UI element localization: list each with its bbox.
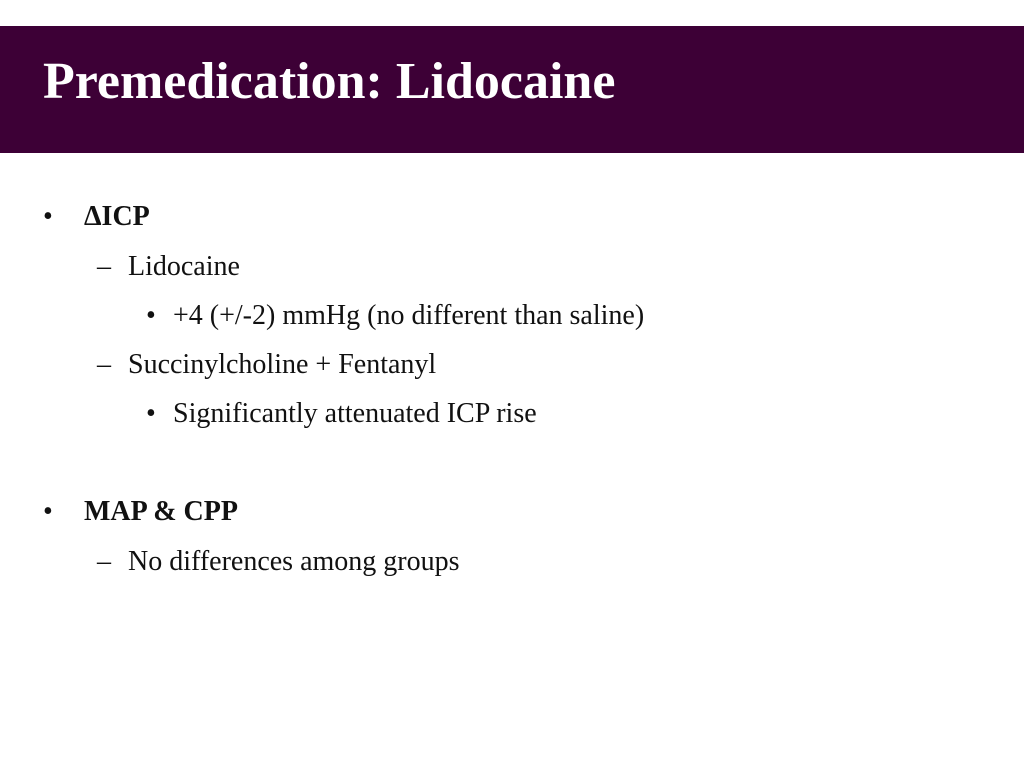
dash-marker: – [97,546,111,577]
sub-bullet-lidocaine: Lidocaine [128,251,240,282]
bullet-marker: • [146,300,156,331]
bullet-icp-heading: ΔICP [84,201,150,232]
sub-bullet-sux-fentanyl: Succinylcholine + Fentanyl [128,349,437,380]
bullet-marker: • [43,201,53,232]
sub-sub-bullet-sux-fentanyl-detail: Significantly attenuated ICP rise [173,398,537,429]
sub-bullet-map-cpp-detail: No differences among groups [128,546,460,577]
dash-marker: – [97,349,111,380]
sub-sub-bullet-lidocaine-detail: +4 (+/-2) mmHg (no different than saline) [173,300,645,331]
dash-marker: – [97,251,111,282]
slide-title: Premedication: Lidocaine [43,53,616,110]
bullet-marker: • [146,398,156,429]
bullet-map-cpp-heading: MAP & CPP [84,496,238,527]
bullet-marker: • [43,496,53,527]
